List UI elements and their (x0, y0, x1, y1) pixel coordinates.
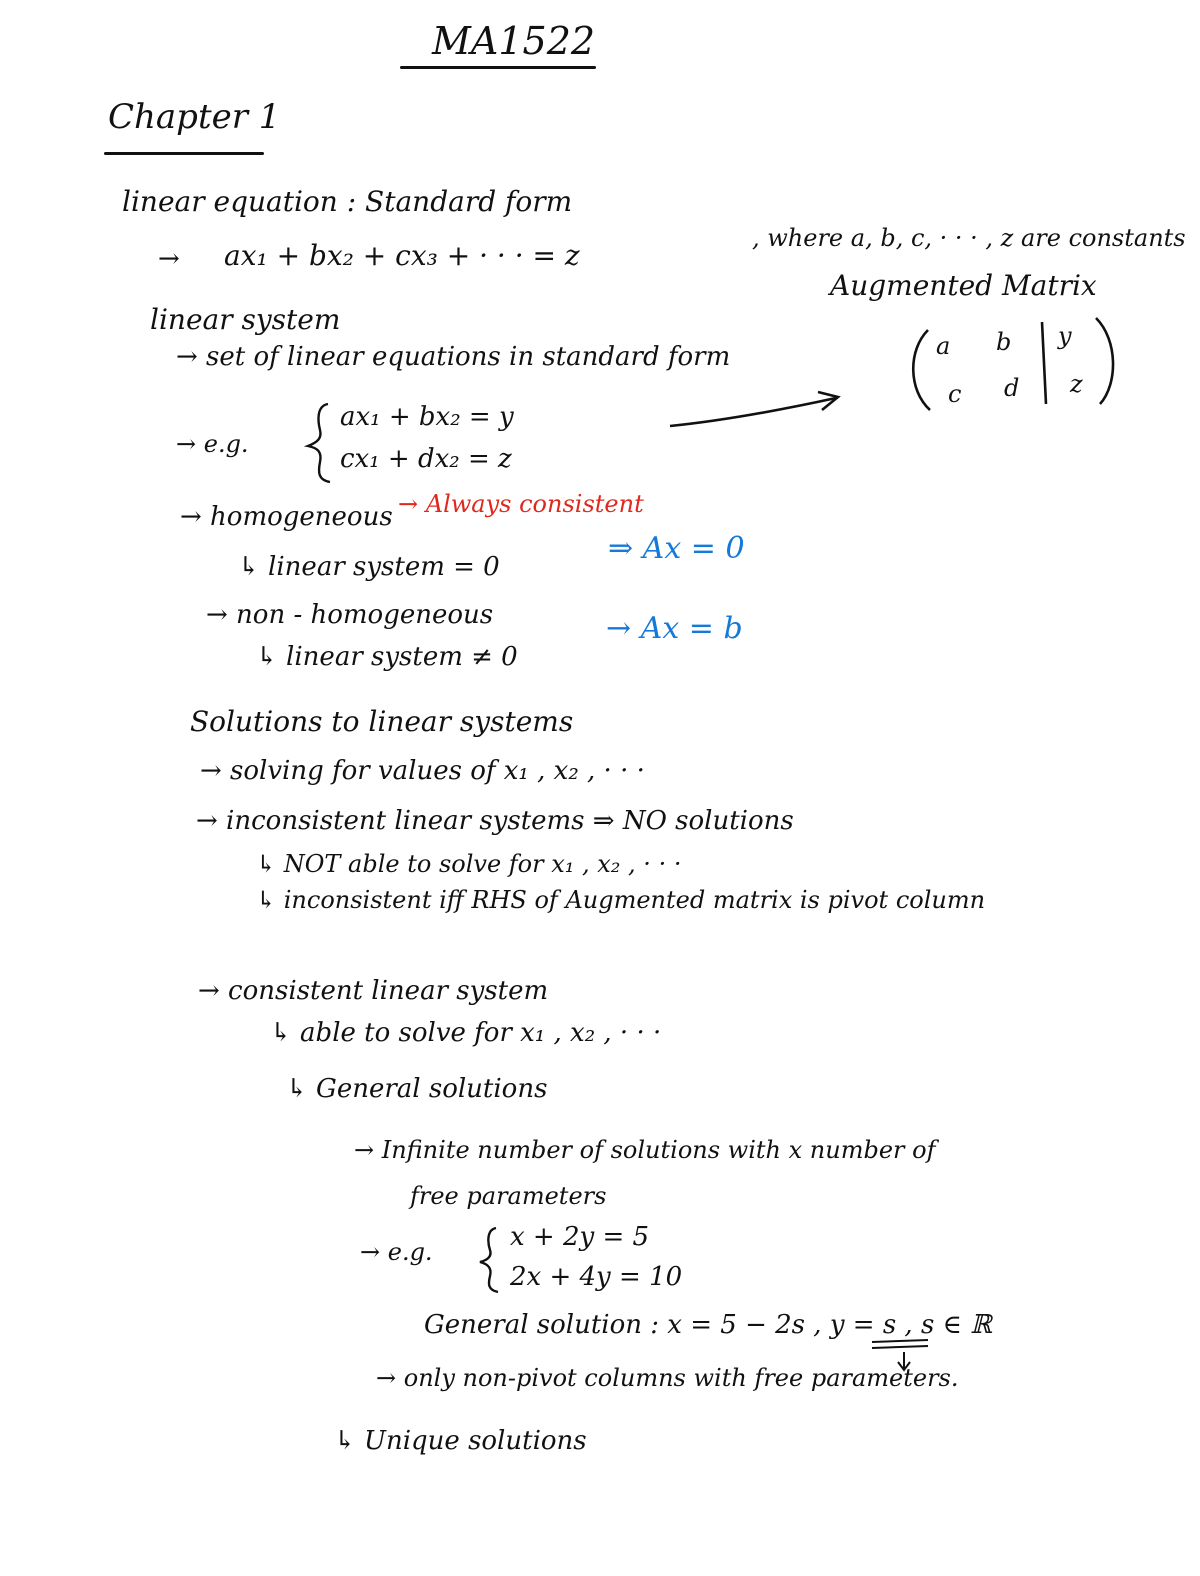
underline-1 (872, 1340, 928, 1342)
example-brace (480, 1228, 498, 1292)
unique-solutions-heading: ↳ Unique solutions (334, 1426, 587, 1456)
able-to-solve: ↳ able to solve for x₁ , x₂ , · · · (270, 1018, 662, 1048)
matrix-entry-z: z (1070, 370, 1083, 398)
constants-note: , where a, b, c, · · · , z are constants (752, 224, 1186, 252)
matrix-entry-y: y (1058, 322, 1072, 350)
homogeneous-matrix-form: ⇒ Ax = 0 (608, 531, 745, 566)
matrix-augment-bar (1042, 322, 1046, 404)
long-arrow-to-matrix (670, 398, 836, 426)
augmented-matrix-label: Augmented Matrix (830, 269, 1097, 302)
general-solutions-heading: ↳ General solutions (286, 1074, 548, 1104)
matrix-right-paren (1096, 318, 1113, 404)
eg2-label: → e.g. (360, 1238, 433, 1266)
linear-equation-heading: linear equation : Standard form (122, 185, 573, 218)
system-brace (308, 404, 330, 482)
homogeneous-label: → homogeneous (180, 502, 393, 532)
system-equation-1: ax₁ + bx₂ = y (340, 402, 514, 432)
bullet-arrow: → (158, 244, 180, 274)
chapter-heading: Chapter 1 (108, 97, 281, 137)
matrix-entry-d: d (1004, 374, 1020, 402)
set-of-equations: → set of linear equations in standard form (176, 342, 731, 372)
inconsistent-systems: → inconsistent linear systems ⇒ NO solutions (196, 806, 794, 836)
only-non-pivot-note: → only non-pivot columns with free parameters. (376, 1364, 959, 1392)
non-homogeneous-label: → non - homogeneous (206, 600, 494, 630)
matrix-entry-a: a (936, 332, 951, 360)
non-homogeneous-matrix-form: → Ax = b (606, 611, 743, 646)
not-able-to-solve: ↳ NOT able to solve for x₁ , x₂ , · · · (256, 850, 682, 878)
example-equation-2: 2x + 4y = 10 (510, 1262, 683, 1292)
underline-2 (872, 1346, 928, 1348)
eg-label: → e.g. (176, 430, 249, 458)
consistent-system: → consistent linear system (198, 976, 549, 1006)
small-down-arrow (898, 1352, 910, 1370)
homogeneous-detail: ↳ linear system = 0 (238, 552, 500, 582)
solutions-heading: Solutions to linear systems (190, 705, 574, 738)
matrix-entry-b: b (996, 328, 1012, 356)
system-equation-2: cx₁ + dx₂ = z (340, 444, 512, 474)
matrix-left-paren (913, 330, 930, 410)
infinite-solutions: → Infinite number of solutions with x number of (354, 1136, 936, 1164)
general-solution-line: General solution : x = 5 − 2s , y = s , s ∈ ℝ (424, 1310, 992, 1340)
example-equation-1: x + 2y = 5 (510, 1222, 650, 1252)
matrix-entry-c: c (948, 380, 962, 408)
inconsistent-iff-rule: ↳ inconsistent iff RHS of Augmented matrix is pivot column (256, 886, 986, 914)
course-code-title: MA1522 (432, 19, 596, 63)
free-parameters: free parameters (410, 1182, 607, 1210)
standard-form-equation: ax₁ + bx₂ + cx₃ + · · · = z (224, 239, 580, 272)
non-homogeneous-detail: ↳ linear system ≠ 0 (256, 642, 518, 672)
always-consistent-note: → Always consistent (398, 490, 644, 518)
linear-system-heading: linear system (150, 303, 341, 336)
solving-for-values: → solving for values of x₁ , x₂ , · · · (200, 756, 645, 786)
